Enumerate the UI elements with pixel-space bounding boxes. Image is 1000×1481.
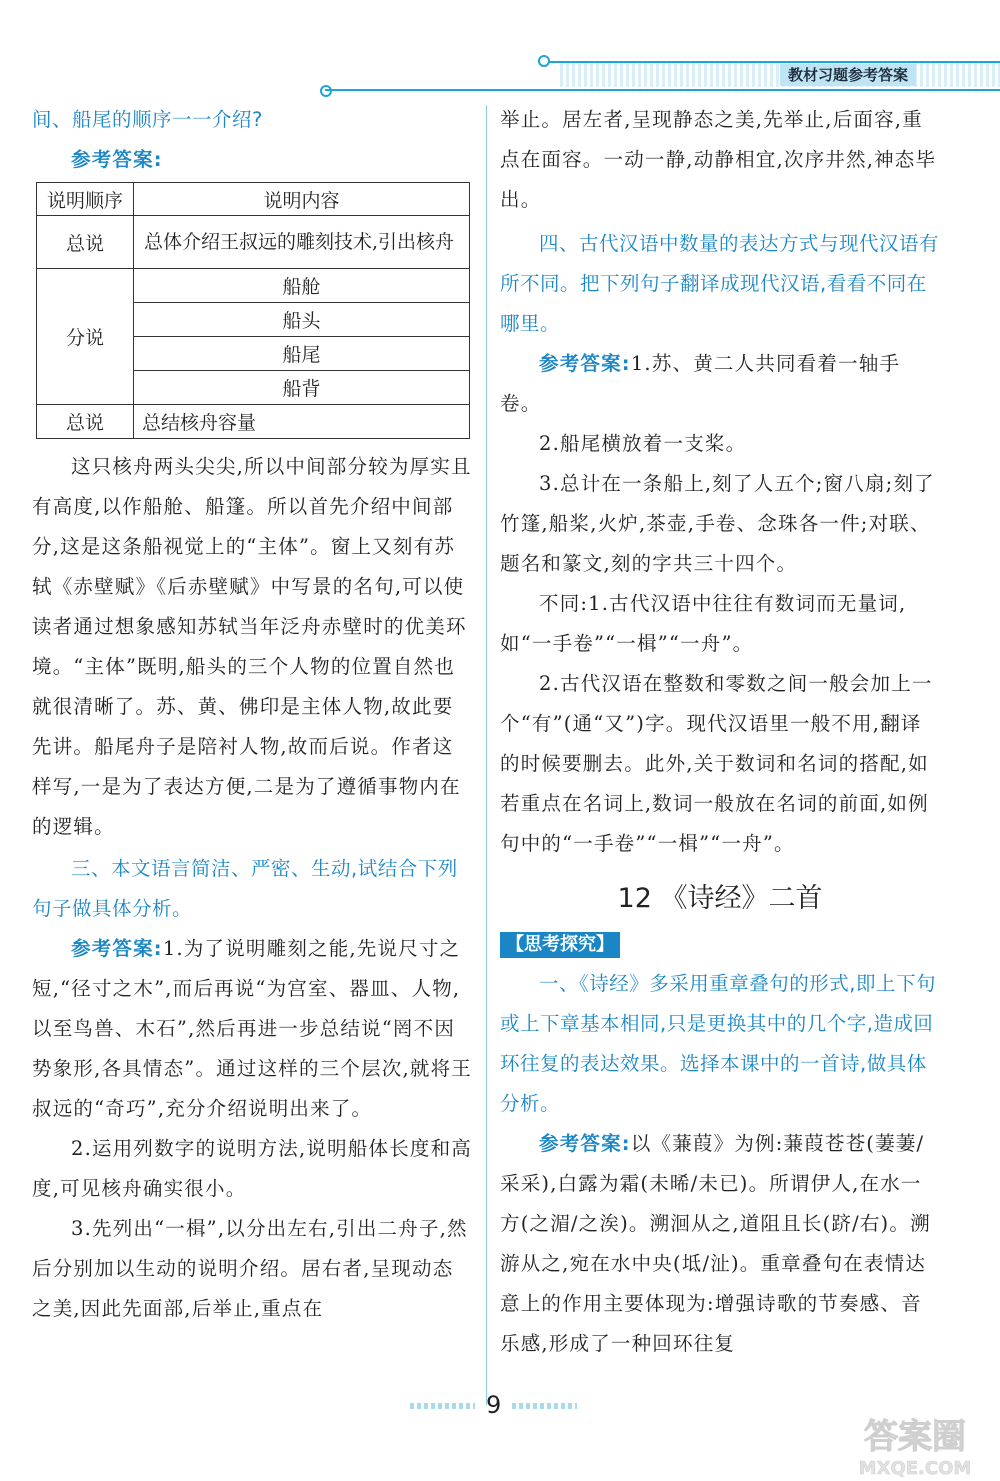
table-cell-order-3: 总说 bbox=[37, 405, 134, 439]
answer-3-2: 2.运用列数字的说明方法,说明船体长度和高度,可见核舟确实很小。 bbox=[32, 1137, 473, 1200]
section-tag: 【思考探究】 bbox=[500, 932, 620, 958]
difference-2: 2.古代汉语在整数和零数之间一般会加上一个“有”(通“又”)字。现代汉语里一般不用,翻译的时候要删去。此外,关于数词和名词的搭配,如若重点在名词上,数词一般放在名词的前面,如例句中的“一手卷”“一楫”“一舟”。 bbox=[500, 672, 933, 855]
difference-1: 不同:1.古代汉语中往往有数词而无量词,如“一手卷”“一楫”“一舟”。 bbox=[500, 592, 907, 655]
left-column bbox=[32, 100, 472, 1329]
table-cell-order-1: 总说 bbox=[37, 216, 134, 269]
right-column bbox=[500, 100, 940, 1364]
structure-table bbox=[36, 182, 470, 439]
answer-3-continuation: 举止。居左者,呈现静态之美,先举止,后面容,重点在面容。一动一静,动静相宜,次序井然,神态毕出。 bbox=[500, 108, 937, 211]
answer-4-1: 参考答案:1.苏、黄二人共同看着一轴手卷。 bbox=[500, 352, 901, 415]
lesson-question-1: 一、《诗经》多采用重章叠句的形式,即上下句或上下章基本相同,只是更换其中的几个字,造成回环往复的表达效果。选择本课中的一首诗,做具体分析。 bbox=[500, 972, 936, 1115]
footer-ornament-right bbox=[512, 1403, 577, 1409]
answer-4-2: 2.船尾横放着一支桨。 bbox=[539, 432, 747, 455]
page-number: 9 bbox=[486, 1391, 502, 1419]
answer-label-4: 参考答案: bbox=[539, 352, 631, 375]
table-header-content: 说明内容 bbox=[134, 183, 470, 216]
question-4: 四、古代汉语中数量的表达方式与现代汉语有所不同。把下列句子翻译成现代汉语,看看不同在哪里。 bbox=[500, 232, 940, 335]
answer-3-1: 参考答案:1.为了说明雕刻之能,先说尺寸之短,“径寸之木”,而后再说“为宫室、器皿、人物,以至鸟兽、木石”,然后再进一步总结说“罔不因势象形,各具情态”。通过这样的三个层次,就将王叔远的“奇巧”,充分介绍说明出来了。 bbox=[32, 937, 472, 1120]
header-rule bbox=[325, 89, 1000, 91]
answer-label-lesson: 参考答案: bbox=[539, 1132, 631, 1155]
table-cell-item-1: 船舱 bbox=[134, 269, 470, 303]
watermark-text: 答案圈 bbox=[864, 1417, 966, 1457]
answer-label-2: 参考答案: bbox=[71, 148, 163, 171]
table-cell-item-4: 船背 bbox=[134, 371, 470, 405]
answer-3-3: 3.先列出“一楫”,以分出左右,引出二舟子,然后分别加以生动的说明介绍。居右者,呈现动态之美,因此先面部,后举止,重点在 bbox=[32, 1217, 468, 1320]
table-header-order: 说明顺序 bbox=[37, 183, 134, 216]
header-rule-dot bbox=[320, 85, 332, 97]
table-cell-item-3: 船尾 bbox=[134, 337, 470, 371]
table-cell-content-3: 总结核舟容量 bbox=[134, 405, 470, 439]
question-3: 三、本文语言简洁、严密、生动,试结合下列句子做具体分析。 bbox=[32, 857, 458, 920]
header-title: 教材习题参考答案 bbox=[780, 64, 916, 86]
lesson-answer-1: 参考答案:以《蒹葭》为例:蒹葭苍苍(萋萋/采采),白露为霜(未晞/未已)。所谓伊人,在水一方(之湄/之涘)。溯洄从之,道阻且长(跻/右)。溯游从之,宛在水中央(坻/沚)。重章叠句在表情达意上的作用主要体现为:增强诗歌的节奏感、音乐感,形成了一种回环往复 bbox=[500, 1132, 931, 1355]
column-divider bbox=[486, 105, 487, 1405]
table-cell-item-2: 船头 bbox=[134, 303, 470, 337]
table-cell-order-2: 分说 bbox=[37, 269, 134, 405]
answer-label-3: 参考答案: bbox=[71, 937, 163, 960]
answer-4-3: 3.总计在一条船上,刻了人五个;窗八扇;刻了竹篷,船桨,火炉,茶壶,手卷、念珠各一件;对联、题名和篆文,刻的字共三十四个。 bbox=[500, 472, 935, 575]
lesson-title: 12 《诗经》二首 bbox=[617, 883, 823, 914]
footer-ornament-left bbox=[410, 1403, 475, 1409]
table-cell-content-1: 总体介绍王叔远的雕刻技术,引出核舟 bbox=[134, 216, 470, 269]
analysis-paragraph: 这只核舟两头尖尖,所以中间部分较为厚实且有高度,以作船舱、船篷。所以首先介绍中间部分,这是这条船视觉上的“主体”。窗上又刻有苏轼《赤壁赋》《后赤壁赋》中写景的名句,可以使读者通过想象感知苏轼当年泛舟赤壁时的优美环境。“主体”既明,船头的三个人物的位置自然也就很清晰了。苏、黄、佛印是主体人物,故此要先讲。船尾舟子是陪衬人物,故而后说。作者这样写,一是为了表达方便,二是为了遵循事物内在的逻辑。 bbox=[32, 455, 472, 838]
question-continuation: 间、船尾的顺序一一介绍? bbox=[32, 108, 263, 131]
watermark-logo bbox=[830, 1408, 1000, 1481]
watermark-url: MXQE.COM bbox=[858, 1458, 972, 1479]
